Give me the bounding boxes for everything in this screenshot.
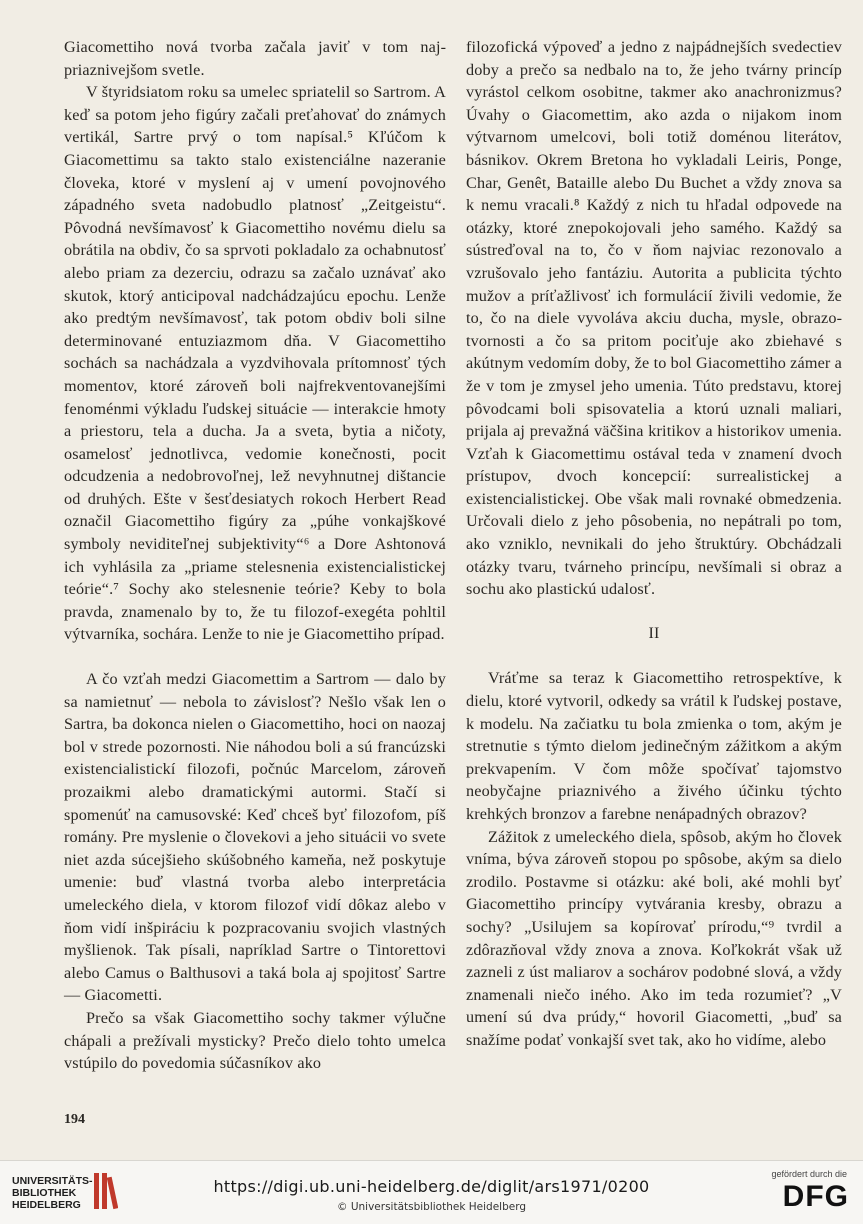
- paragraph: Giacomettiho nová tvorba začala javiť v tom najpriaznivejšom svetle.: [64, 38, 446, 79]
- paragraph: Prečo sa však Giacomettiho sochy takmer výlučne chápali a prežívali mysticky? Prečo dielo tohto umelca vstúpilo do povedomia súčasníkov ako: [64, 1008, 446, 1073]
- dfg-logo: DFG: [782, 1180, 849, 1213]
- paragraph: filozofická výpoveď a jedno z najpádnejších svedectiev doby a prečo sa nedbalo na to, že jeho tvárny princíp vyrástol celkom osobitne, takmer ako anachronizmus? Úvahy o Giacomettim, ako azda o nijakom inom výtvarnom umelcovi, boli totiž doménou literátov, básnikov. Okrem Bretona ho vykladali Leiris, Ponge, Char, Genêt, Bataille alebo Du Buchet a vždy znova sa k nemu vracali.⁸ Každý z nich tu hľadal odpovede na otázky, ktoré znepokojovali jeho samého. Každý sa sústreďoval na to, čo v ňom najviac rezonovalo a vzrušovalo jeho fantáziu. Autorita a publicita týchto mužov a príťažlivosť ich formulácií živili vedomie, že to, čo na diele vyvoláva akciu ducha, mysle, obrazotvornosti a čo sa pritom pociťuje ako zbiehavé s akútnym vedomím doby, že to bol Giacomettiho zámer a že v tom je zmysel jeho umenia. Túto predstavu, ktorej pôvodcami boli spisovatelia a ktorú uznali maliari, prijala aj prevažná väčšina kritikov a historikov umenia. Vzťah k Giacomettimu ostával teda v znamení dvoch prístupov, dvoch koncepcií: surrealistickej a existencialistickej. Obe však mali rovnaké obmedzenia. Určovali dielo z jeho pôsobenia, no nepátrali po tom, ako vzniklo, nevnikali do jeho štruktúry. Obchádzali otázky tvaru, tvárneho princípu, nevšímali si obraz a sochu ako plastickú udalosť.: [466, 38, 842, 599]
- document-url-link[interactable]: https://digi.ub.uni-heidelberg.de/diglit/ars1971/0200: [213, 1177, 650, 1196]
- viewer-footer: [0, 1160, 863, 1224]
- copyright-text: © Universitätsbibliothek Heidelberg: [336, 1201, 526, 1213]
- logo-line: BIBLIOTHEK: [12, 1187, 77, 1199]
- section-heading: II: [648, 624, 660, 642]
- paragraph: Zážitok z umeleckého diela, spôsob, akým ho človek vníma, býva zároveň stopou po spôsobe, akým sa dielo zrodilo. Postavme si otázku: aké boli, aké mohli byť Giacomettiho princípy vytvárania kresby, obrazu a sochy? „Usilujem sa kopírovať prírodu,“⁹ tvrdil a zdôrazňoval vždy znova a znova. Koľkokrát však už zazneli z úst maliarov a sochárov podobné slová, a vždy znamenali niečo iného. Ako im teda rozumieť? „V umení sú dva prúdy,“ hovoril Giacometti, „buď sa snažíme podať vonkajší svet tak, ako ho vidíme, alebo: [466, 827, 842, 1049]
- page-number: 194: [64, 1112, 85, 1127]
- left-column: [64, 36, 446, 1075]
- funding-caption: gefördert durch die: [771, 1169, 847, 1179]
- right-column: [466, 36, 842, 1052]
- logo-line: HEIDELBERG: [12, 1199, 81, 1211]
- paragraph: V štyridsiatom roku sa umelec spriatelil so Sartrom. A keď sa potom jeho figúry začali preťahovať do známych vertikál, Sartre prvý o tom napísal.⁵ Kľúčom k Giacomettimu sa takto stalo existenciálne nazeranie človeka, ktoré v myslení aj v umení povojnového západného sveta nadobudlo platnosť „Zeitgeistu“. Pôvodná nevšímavosť k Giacomettiho novému dielu sa obrátila na obdiv, čo sa sprvoti pokladalo za ochabnutosť alebo priam za dezerciu, odrazu sa začalo uznávať ako skutok, ktorý anticipoval nadchádzajúcu epochu. Lenže ako predtým nevšímavosť, tak potom obdiv boli silne determinované entuziazmom dňa. V Giacomettiho sochách sa nachádzala a vyzdvihovala prítomnosť tých momentov, ktoré zároveň boli najfrekventovanejšími fenoménmi výkladu ľudskej situácie — interakcie hmoty a priestoru, tela a ducha. Ja a sveta, bytia a ničoty, osamelosť jednotlivca, vedomie konečnosti, pocit odcudzenia a nedobrovoľnej, lež nevyhnutnej dištancie od druhých. Ešte v šesťdesiatych rokoch Herbert Read označil Giacomettiho figúry za „púhe vonkajškové symboly neviditeľnej subjektivity“⁶ a Dore Ashtonová ich vyhlásila za „priame stelesnenia existencialistickej teórie“.⁷ Sochy ako stelesnenie teórie? Keby to bola pravda, znamenalo by to, že tu filozof-exegéta pohltil výtvarníka, sochára. Lenže to nie je Giacomettiho prípad.: [64, 83, 446, 644]
- logo-line: UNIVERSITÄTS-: [12, 1175, 93, 1187]
- paragraph: Vráťme sa teraz k Giacomettiho retrospektíve, k dielu, ktoré vytvoril, odkedy sa vrátil k ľudskej postave, k modelu. Na začiatku tu bola zmienka o tom, akým je stretnutie s týmto dielom jedinečným zážitkom a akým prekvapením. V čom môže spočívať tajomstvo neobyčajne priaznivého a živého účinku týchto krehkých bronzov a farebne nenápadných obrazov?: [466, 669, 842, 823]
- paragraph: A čo vzťah medzi Giacomettim a Sartrom — dalo by sa namietnuť — nebola to závislosť? Nešlo však len o Sartra, ba dokonca nielen o Giacomettiho, hoci on naozaj bol v strede pozornosti. Nie náhodou boli a sú francúzski existencialistickí filozofi, počnúc Marcelom, zároveň prozaikmi alebo dramatickými autormi. Stačí si spomenúť na camusovské: Keď chceš byť filozofom, píš romány. Pre myslenie o človekovi a jeho situácii vo svete niet azda súcejšieho skúšobného kameňa, než poskytuje umenie: buď vlastná tvorba alebo interpretácia umeleckého diela, v ktorom filozof vidí dôkaz alebo v ňom vidí inšpiráciu k pozpracovaniu svojich vlastných myšlienok. Tak písali, napríklad Sartre o Tintorettovi alebo Camus o Balthusovi a taká bola aj spojitosť Sartre — Giacometti.: [64, 670, 446, 1005]
